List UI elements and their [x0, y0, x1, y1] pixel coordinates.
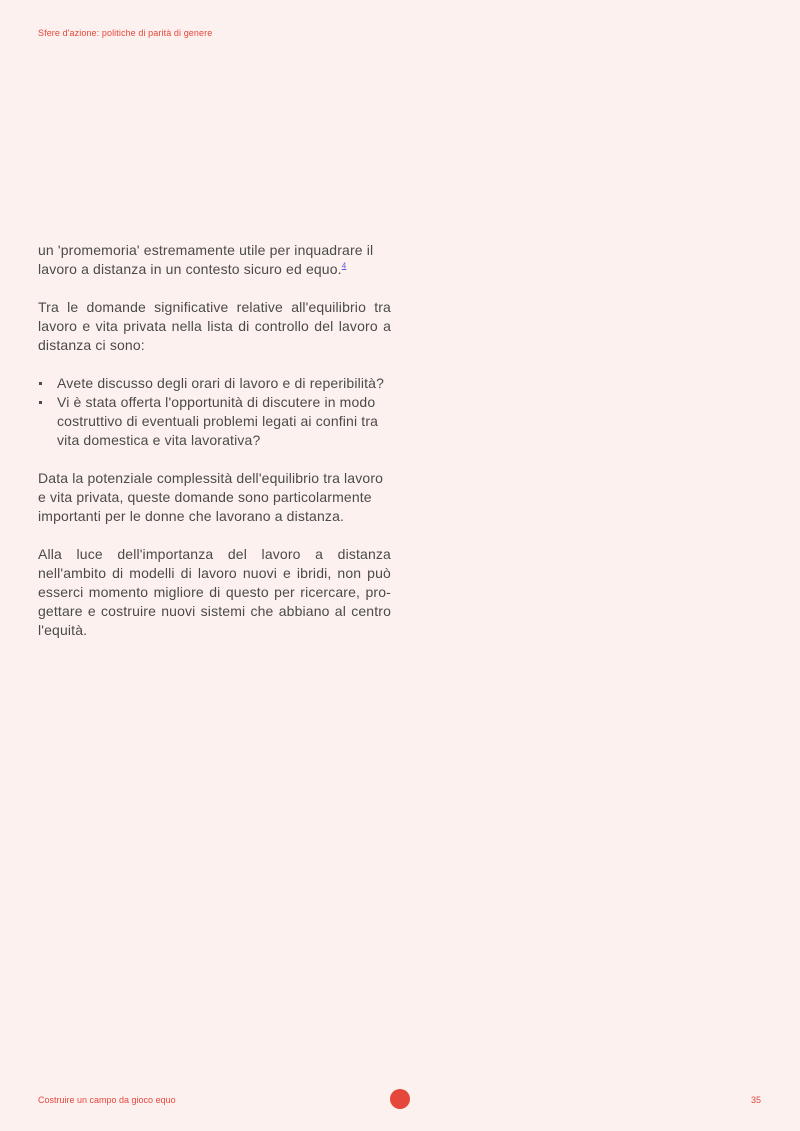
main-content	[38, 241, 391, 659]
list-item-text: Vi è stata offerta l'opportunità di discutere in modo costruttivo di eventuali problemi legati ai confini tra vita domestica e vita lavorativa?	[57, 394, 379, 448]
paragraph-4: Alla luce dell'importanza del lavoro a distanza nell'ambito di modelli di lavoro nuovi e ibridi, non può esserci momento migliore di questo per ricercare, pro-gettare e costruire nuovi sistemi che abbiano al centro l'equità.	[38, 546, 391, 638]
paragraph-1	[38, 241, 391, 279]
list-item-text: Avete discusso degli orari di lavoro e di reperibilità?	[57, 375, 385, 391]
bullet-icon	[39, 401, 42, 404]
bullet-list	[38, 374, 391, 450]
footnote-reference-link[interactable]: 4	[341, 261, 347, 271]
list-item	[38, 374, 391, 393]
paragraph-1-text: un 'promemoria' estremamente utile per inquadrare il lavoro a distanza in un contesto sicuro ed equo.	[38, 242, 374, 277]
paragraph-3: Data la potenziale complessità dell'equilibrio tra lavoro e vita privata, queste domande sono particolarmente importanti per le donne che lavorano a distanza.	[38, 470, 384, 524]
running-header: Sfere d'azione: politiche di parità di genere	[38, 28, 213, 38]
circle-dot-icon	[390, 1089, 410, 1109]
paragraph-2: Tra le domande significative relative all'equilibrio tra lavoro e vita privata nella lista di controllo del lavoro a distanza ci sono:	[38, 299, 391, 353]
footer-publication-title: Costruire un campo da gioco equo	[38, 1095, 176, 1105]
page-number: 35	[750, 1095, 761, 1105]
list-item	[38, 393, 391, 450]
bullet-icon	[39, 382, 42, 385]
